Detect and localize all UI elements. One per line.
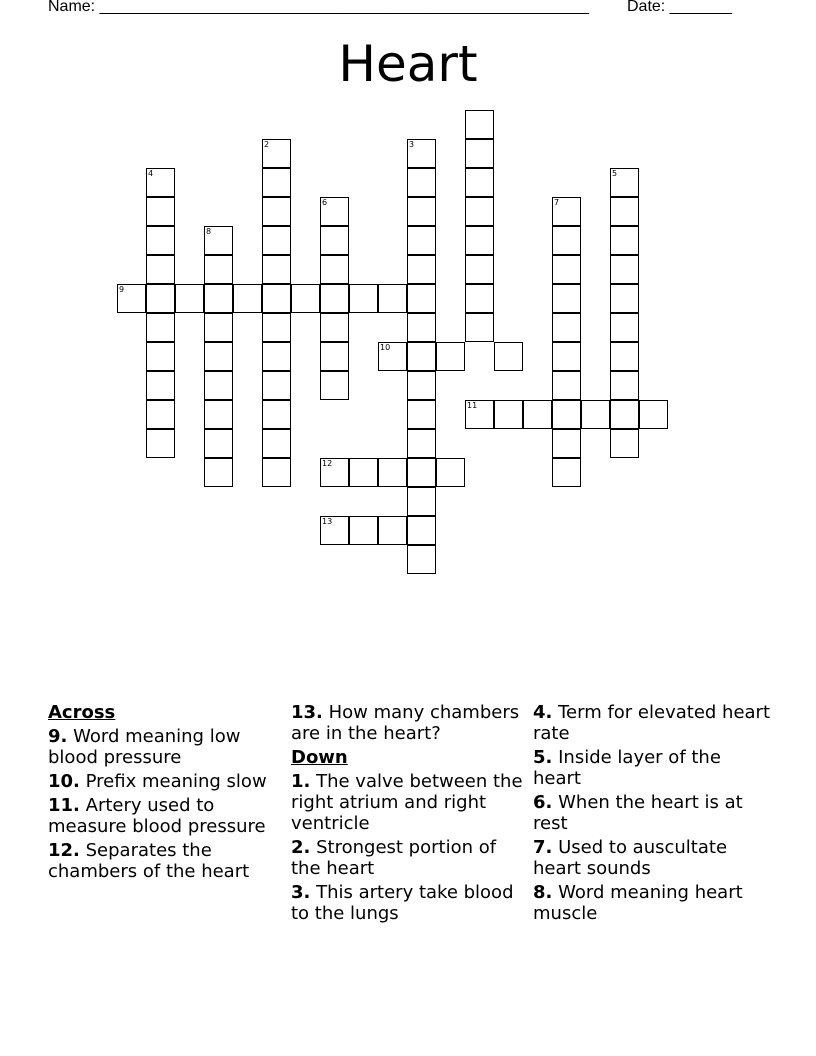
clue-down-4 (533, 702, 773, 744)
clue-number: 5. (533, 747, 553, 768)
grid-cell[interactable] (407, 226, 436, 255)
clue-down-8 (533, 882, 773, 924)
clue-down-6 (533, 792, 773, 834)
grid-cell[interactable] (581, 400, 610, 429)
grid-cell[interactable] (436, 458, 465, 487)
grid-cell[interactable] (233, 284, 262, 313)
grid-cell[interactable] (494, 342, 523, 371)
clue-across-12 (48, 840, 288, 882)
grid-cell[interactable] (349, 516, 378, 545)
grid-cell[interactable] (320, 371, 349, 400)
clue-text: Word meaning low blood pressure (48, 726, 241, 768)
grid-cell[interactable] (204, 342, 233, 371)
clue-column-3 (533, 702, 773, 927)
name-field[interactable]: Name: _______________________________________________________ (48, 0, 589, 15)
grid-cell[interactable] (204, 400, 233, 429)
clue-number: 11. (48, 795, 80, 816)
grid-cell[interactable] (146, 400, 175, 429)
clue-text: Used to auscultate heart sounds (533, 837, 728, 879)
grid-cell[interactable] (146, 168, 175, 197)
grid-cell[interactable] (610, 429, 639, 458)
grid-cell[interactable] (494, 400, 523, 429)
grid-cell[interactable] (262, 429, 291, 458)
grid-cell[interactable] (610, 168, 639, 197)
grid-cell[interactable] (378, 516, 407, 545)
grid-cell[interactable] (552, 255, 581, 284)
grid-cell[interactable] (204, 284, 233, 313)
clue-number-label: 12 (322, 459, 333, 468)
grid-cell[interactable] (465, 139, 494, 168)
clue-number-label: 6 (322, 198, 328, 207)
clue-number-label: 10 (380, 343, 391, 352)
grid-cell[interactable] (204, 458, 233, 487)
grid-cell[interactable] (407, 545, 436, 574)
clue-number: 3. (291, 882, 311, 903)
grid-cell[interactable] (146, 255, 175, 284)
grid-cell[interactable] (262, 168, 291, 197)
grid-cell[interactable] (552, 197, 581, 226)
grid-cell[interactable] (407, 168, 436, 197)
grid-cell[interactable] (407, 197, 436, 226)
grid-cell[interactable] (407, 400, 436, 429)
clue-across-9 (48, 726, 288, 768)
clue-number-label: 4 (148, 169, 154, 178)
grid-cell[interactable] (320, 284, 349, 313)
grid-cell[interactable] (407, 255, 436, 284)
grid-cell[interactable] (407, 342, 436, 371)
across-heading: Across (48, 702, 116, 723)
grid-cell[interactable] (407, 516, 436, 545)
grid-cell[interactable] (262, 226, 291, 255)
clue-text: Separates the chambers of the heart (48, 840, 250, 882)
grid-cell[interactable] (204, 371, 233, 400)
grid-cell[interactable] (378, 458, 407, 487)
grid-cell[interactable] (378, 284, 407, 313)
clue-text: The valve between the right atrium and right ventricle (291, 771, 523, 834)
grid-cell[interactable] (407, 139, 436, 168)
clue-number: 13. (291, 702, 323, 723)
grid-cell[interactable] (610, 226, 639, 255)
grid-cell[interactable] (320, 255, 349, 284)
date-field[interactable]: Date: _______ (627, 0, 732, 15)
clue-number-label: 3 (409, 140, 415, 149)
grid-cell[interactable] (320, 313, 349, 342)
grid-cell[interactable] (552, 284, 581, 313)
grid-cell[interactable] (407, 487, 436, 516)
grid-cell[interactable] (146, 313, 175, 342)
grid-cell[interactable] (204, 255, 233, 284)
clue-text: Inside layer of the heart (533, 747, 721, 789)
grid-cell[interactable] (262, 400, 291, 429)
clue-number: 2. (291, 837, 311, 858)
clue-text: When the heart is at rest (533, 792, 743, 834)
clue-text: This artery take blood to the lungs (291, 882, 514, 924)
grid-cell[interactable] (204, 429, 233, 458)
grid-cell[interactable] (204, 313, 233, 342)
grid-cell[interactable] (146, 197, 175, 226)
clue-column-2 (291, 702, 531, 927)
grid-cell[interactable] (610, 371, 639, 400)
grid-cell[interactable] (465, 313, 494, 342)
grid-cell[interactable] (407, 313, 436, 342)
clue-across-11 (48, 795, 288, 837)
grid-cell[interactable] (552, 342, 581, 371)
clue-across-10 (48, 771, 288, 792)
clue-down-3 (291, 882, 531, 924)
clue-text: Prefix meaning slow (85, 771, 267, 792)
grid-cell[interactable] (407, 284, 436, 313)
grid-cell[interactable] (465, 284, 494, 313)
grid-cell[interactable] (407, 371, 436, 400)
grid-cell[interactable] (552, 371, 581, 400)
grid-cell[interactable] (349, 284, 378, 313)
clue-text: Word meaning heart muscle (533, 882, 743, 924)
grid-cell[interactable] (465, 226, 494, 255)
grid-cell[interactable] (610, 197, 639, 226)
clue-number-label: 5 (612, 169, 618, 178)
grid-cell[interactable] (320, 516, 349, 545)
grid-cell[interactable] (436, 342, 465, 371)
grid-cell[interactable] (552, 313, 581, 342)
clue-number: 9. (48, 726, 68, 747)
clue-number: 7. (533, 837, 553, 858)
clue-number-label: 8 (206, 227, 212, 236)
grid-cell[interactable] (146, 342, 175, 371)
grid-cell[interactable] (117, 284, 146, 313)
clue-text: Strongest portion of the heart (291, 837, 497, 879)
grid-cell[interactable] (175, 284, 204, 313)
grid-cell[interactable] (262, 139, 291, 168)
grid-cell[interactable] (262, 458, 291, 487)
down-heading: Down (291, 747, 348, 768)
grid-cell[interactable] (146, 371, 175, 400)
clue-column-1 (48, 702, 288, 885)
clue-number: 12. (48, 840, 80, 861)
clue-number: 4. (533, 702, 553, 723)
puzzle-title: Heart (338, 35, 478, 93)
grid-cell[interactable] (610, 255, 639, 284)
grid-cell[interactable] (552, 226, 581, 255)
grid-cell[interactable] (262, 255, 291, 284)
grid-cell[interactable] (523, 400, 552, 429)
clue-number: 8. (533, 882, 553, 903)
clue-number-label: 7 (554, 198, 560, 207)
grid-cell[interactable] (552, 429, 581, 458)
grid-cell[interactable] (262, 342, 291, 371)
clue-down-5 (533, 747, 773, 789)
grid-cell[interactable] (291, 284, 320, 313)
grid-cell[interactable] (378, 342, 407, 371)
grid-cell[interactable] (639, 400, 668, 429)
grid-cell[interactable] (204, 226, 233, 255)
grid-cell[interactable] (262, 284, 291, 313)
grid-cell[interactable] (349, 458, 378, 487)
grid-cell[interactable] (610, 313, 639, 342)
grid-cell[interactable] (552, 400, 581, 429)
grid-cell[interactable] (610, 284, 639, 313)
clue-across-13 (291, 702, 531, 744)
grid-cell[interactable] (320, 197, 349, 226)
grid-cell[interactable] (465, 110, 494, 139)
grid-cell[interactable] (320, 458, 349, 487)
grid-cell[interactable] (146, 226, 175, 255)
clue-text: Term for elevated heart rate (533, 702, 771, 744)
clue-number-label: 9 (119, 285, 125, 294)
clue-number-label: 11 (467, 401, 478, 410)
grid-cell[interactable] (320, 226, 349, 255)
grid-cell[interactable] (552, 458, 581, 487)
clue-number: 1. (291, 771, 311, 792)
grid-cell[interactable] (320, 342, 349, 371)
clue-number: 10. (48, 771, 80, 792)
grid-cell[interactable] (465, 255, 494, 284)
grid-cell[interactable] (407, 429, 436, 458)
grid-cell[interactable] (262, 197, 291, 226)
clue-down-2 (291, 837, 531, 879)
grid-cell[interactable] (465, 197, 494, 226)
clue-down-1 (291, 771, 531, 834)
grid-cell[interactable] (610, 400, 639, 429)
clue-text: How many chambers are in the heart? (291, 702, 520, 744)
grid-cell[interactable] (146, 284, 175, 313)
grid-cell[interactable] (146, 429, 175, 458)
grid-cell[interactable] (262, 371, 291, 400)
grid-cell[interactable] (407, 458, 436, 487)
clue-text: Artery used to measure blood pressure (48, 795, 266, 837)
clue-down-7 (533, 837, 773, 879)
grid-cell[interactable] (465, 168, 494, 197)
grid-cell[interactable] (610, 342, 639, 371)
clue-number-label: 13 (322, 517, 333, 526)
grid-cell[interactable] (465, 400, 494, 429)
clue-number-label: 2 (264, 140, 270, 149)
clue-number: 6. (533, 792, 553, 813)
grid-cell[interactable] (262, 313, 291, 342)
